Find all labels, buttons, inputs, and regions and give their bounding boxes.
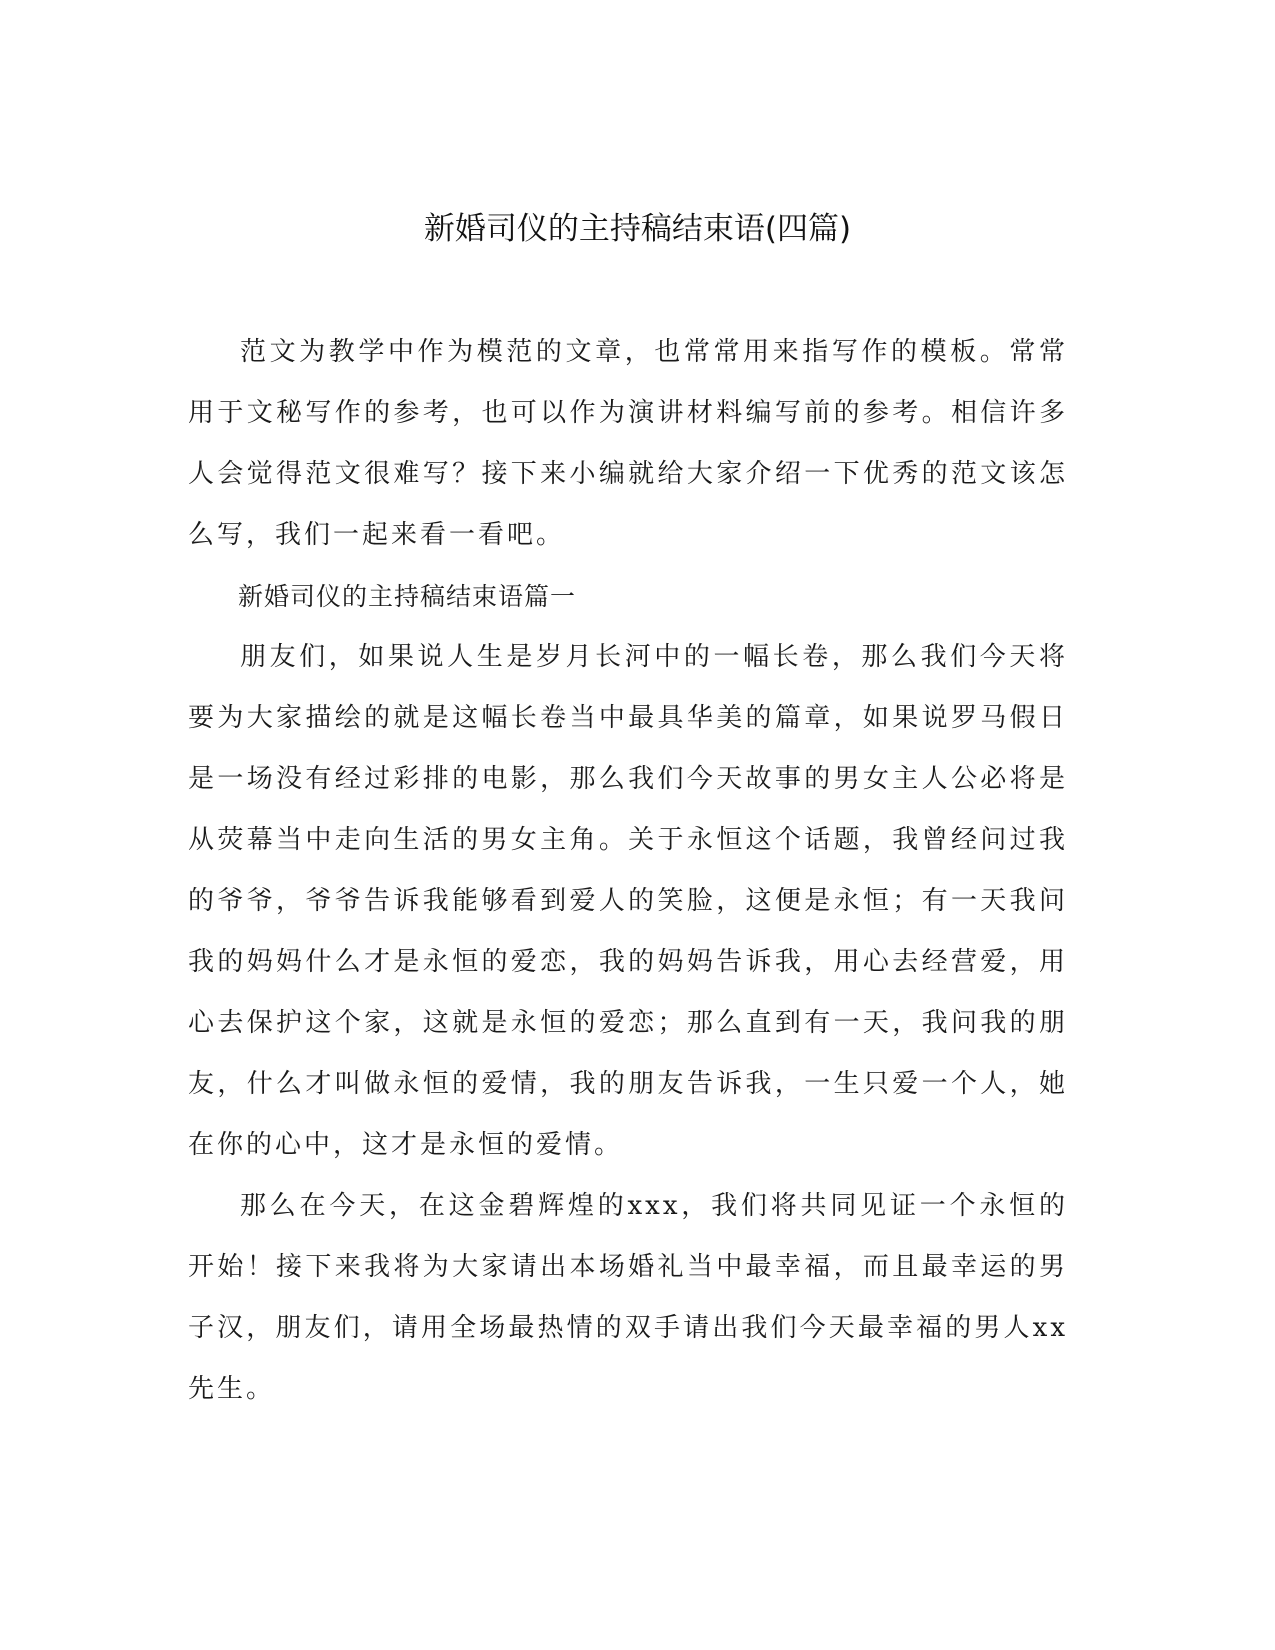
section-heading: 新婚司仪的主持稿结束语篇一 — [238, 582, 577, 611]
document-body — [188, 322, 1068, 1420]
body-paragraph: 朋友们，如果说人生是岁月长河中的一幅长卷，那么我们今天将要为大家描绘的就是这幅长卷当中最具华美的篇章，如果说罗马假日是一场没有经过彩排的电影，那么我们今天故事的男女主人公必将是从荧幕当中走向生活的男女主角。关于永恒这个话题，我曾经问过我的爷爷，爷爷告诉我能够看到爱人的笑脸，这便是永恒；有一天我问我的妈妈什么才是永恒的爱恋，我的妈妈告诉我，用心去经营爱，用心去保护这个家，这就是永恒的爱恋；那么直到有一天，我问我的朋友，什么才叫做永恒的爱情，我的朋友告诉我，一生只爱一个人，她在你的心中，这才是永恒的爱情。 — [188, 642, 1068, 1160]
intro-paragraph: 范文为教学中作为模范的文章，也常常用来指写作的模板。常常用于文秘写作的参考，也可以作为演讲材料编写前的参考。相信许多人会觉得范文很难写？接下来小编就给大家介绍一下优秀的范文该怎么写，我们一起来看一看吧。 — [188, 337, 1068, 550]
body-paragraph: 那么在今天，在这金碧辉煌的xxx，我们将共同见证一个永恒的开始！接下来我将为大家请出本场婚礼当中最幸福，而且最幸运的男子汉，朋友们，请用全场最热情的双手请出我们今天最幸福的男人xx先生。 — [188, 1191, 1068, 1404]
document-title: 新婚司仪的主持稿结束语(四篇) — [423, 211, 852, 247]
